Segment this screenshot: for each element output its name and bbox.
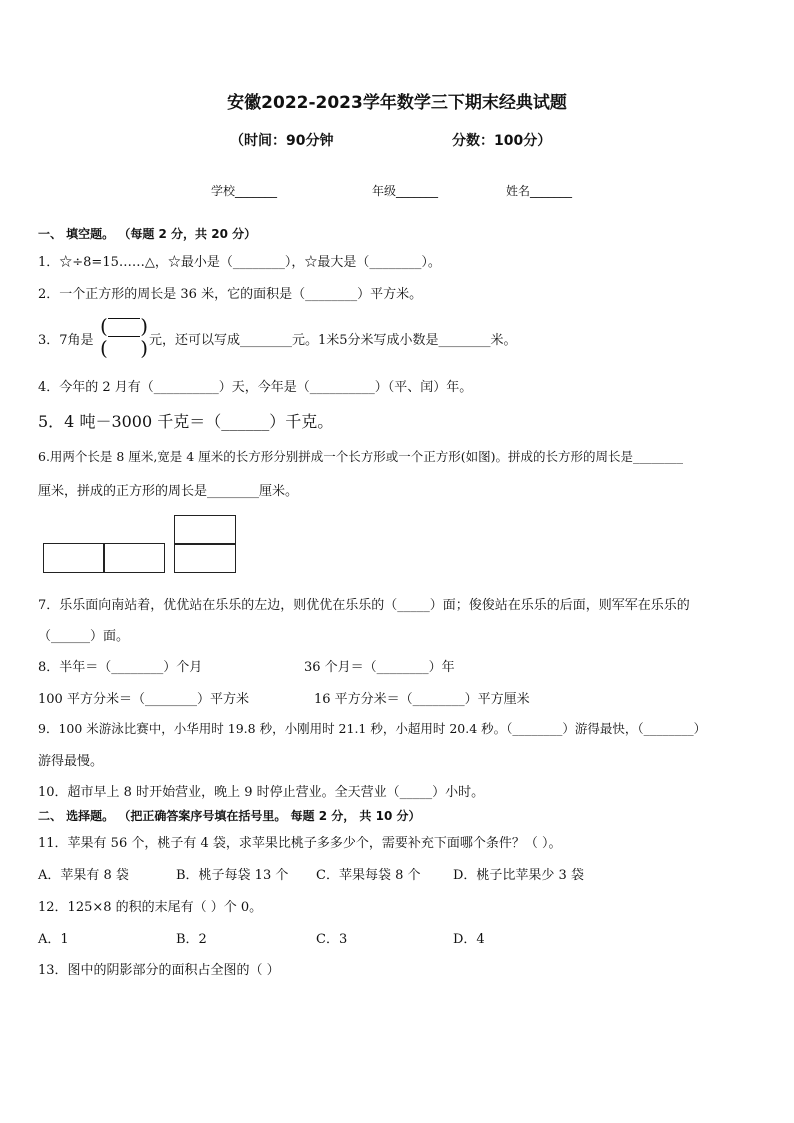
rectangle-figure-right [103, 543, 165, 573]
question-7-line-1: 7．乐乐面向南站着，优优站在乐乐的左边，则优优在乐乐的（_____）面；俊俊站在乐乐的后面，则军军在乐乐的 [38, 598, 690, 613]
question-8a: 8．半年＝（________）个月 [38, 660, 203, 675]
rectangle-figure-left [43, 543, 105, 573]
q12-option-d: D．4 [453, 932, 485, 947]
q11-option-b: B．桃子每袋 13 个 [176, 868, 289, 883]
question-10: 10．超市早上 8 时开始营业，晚上 9 时停止营业。全天营业（_____）小时。 [38, 785, 485, 800]
question-6-line-1: 6.用两个长是 8 厘米,宽是 4 厘米的长方形分别拼成一个长方形或一个正方形(如图)。拼成的长方形的周长是________ [38, 449, 683, 464]
question-12: 12．125×8 的积的末尾有（ ）个 0。 [38, 900, 263, 915]
question-3-suffix: 元，还可以写成________元。1米5分米写成小数是________米。 [149, 333, 517, 348]
fraction-blank: ( ) ( ) [100, 314, 148, 360]
question-13: 13．图中的阴影部分的面积占全图的（ ） [38, 963, 280, 978]
school-field: 学校_______ [211, 184, 278, 198]
question-7-line-2: （______）面。 [38, 629, 130, 644]
exam-time: （时间：90分钟 [230, 133, 334, 149]
section-fill-in-heading: 一、 填空题。 （每题 2 分，共 20 分） [38, 227, 257, 241]
q11-option-a: A．苹果有 8 袋 [38, 868, 129, 883]
q12-option-c: C．3 [316, 932, 348, 947]
square-figure-top [174, 515, 236, 545]
grade-field: 年级_______ [372, 184, 439, 198]
square-figure-bottom [174, 543, 236, 573]
question-3-prefix: 3．7角是 [38, 333, 94, 348]
q11-option-c: C．苹果每袋 8 个 [316, 868, 421, 883]
page-title: 安徽2022-2023学年数学三下期末经典试题 [227, 93, 567, 113]
question-4: 4．今年的 2 月有（__________）天，今年是（__________）（平、闰）年。 [38, 380, 473, 395]
question-8b: 36 个月＝（________）年 [304, 660, 455, 675]
question-9-line-1: 9．100 米游泳比赛中，小华用时 19.8 秒，小刚用时 21.1 秒，小超用时 20.4 秒。（________）游得最快，（________） [38, 721, 707, 736]
question-6-line-2: 厘米，拼成的正方形的周长是________厘米。 [38, 484, 299, 499]
section-choice-heading: 二、 选择题。 （把正确答案序号填在括号里。 每题 2 分， 共 10 分） [38, 809, 421, 823]
question-8d: 16 平方分米＝（________）平方厘米 [314, 692, 530, 707]
exam-score: 分数：100分） [452, 133, 552, 149]
question-1: 1．☆÷8=15……△，☆最小是（________），☆最大是（________）。 [38, 255, 441, 270]
question-11: 11．苹果有 56 个，桃子有 4 袋，求苹果比桃子多多少个，需要补充下面哪个条件？（ ）。 [38, 836, 562, 851]
q12-option-a: A．1 [38, 932, 69, 947]
q12-option-b: B．2 [176, 932, 207, 947]
question-8c: 100 平方分米＝（________）平方米 [38, 692, 249, 707]
question-9-line-2: 游得最慢。 [38, 754, 104, 769]
question-2: 2．一个正方形的周长是 36 米，它的面积是（________）平方米。 [38, 287, 423, 302]
q11-option-d: D．桃子比苹果少 3 袋 [453, 868, 584, 883]
name-field: 姓名_______ [506, 184, 573, 198]
question-5: 5．4 吨－3000 千克＝（______）千克。 [38, 412, 334, 431]
